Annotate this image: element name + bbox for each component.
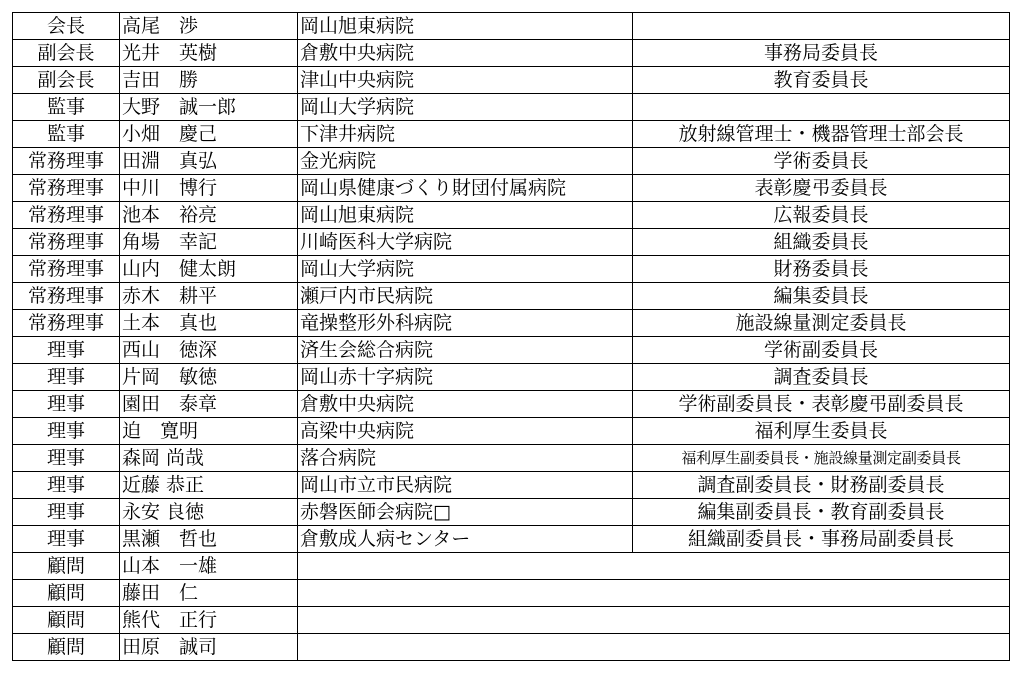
member-title-cell: 監事	[13, 121, 120, 148]
member-row	[13, 229, 1010, 256]
member-row	[13, 67, 1010, 94]
member-row	[13, 499, 1010, 526]
member-title-cell: 理事	[13, 445, 120, 472]
member-hospital-cell: 岡山県健康づくり財団付属病院	[298, 175, 633, 202]
member-name-cell: 西山 徳深	[120, 337, 298, 364]
member-title-cell: 副会長	[13, 40, 120, 67]
advisor-row	[13, 634, 1010, 661]
member-hospital-cell: 岡山赤十字病院	[298, 364, 633, 391]
member-role-cell: 表彰慶弔委員長	[633, 175, 1010, 202]
member-row	[13, 445, 1010, 472]
member-title-cell: 常務理事	[13, 283, 120, 310]
member-role-cell: 財務委員長	[633, 256, 1010, 283]
member-name-cell: 土本 真也	[120, 310, 298, 337]
member-title-cell: 理事	[13, 364, 120, 391]
member-title-cell: 常務理事	[13, 256, 120, 283]
member-title-cell: 理事	[13, 499, 120, 526]
member-hospital-cell: 岡山大学病院	[298, 94, 633, 121]
member-name-cell: 永安 良徳	[120, 499, 298, 526]
member-title-cell: 理事	[13, 526, 120, 553]
member-role-cell: 組織副委員長・事務局副委員長	[633, 526, 1010, 553]
member-name-cell: 園田 泰章	[120, 391, 298, 418]
member-title-cell: 常務理事	[13, 202, 120, 229]
member-name-cell: 大野 誠一郎	[120, 94, 298, 121]
member-row	[13, 472, 1010, 499]
member-row	[13, 40, 1010, 67]
member-role-cell: 調査委員長	[633, 364, 1010, 391]
member-name-cell: 中川 博行	[120, 175, 298, 202]
advisor-empty-cell	[298, 580, 1010, 607]
advisor-title-cell: 顧問	[13, 580, 120, 607]
member-role-cell: 広報委員長	[633, 202, 1010, 229]
member-row	[13, 391, 1010, 418]
member-hospital-cell: 済生会総合病院	[298, 337, 633, 364]
member-hospital-cell: 岡山大学病院	[298, 256, 633, 283]
advisor-empty-cell	[298, 634, 1010, 661]
roster-body	[13, 13, 1010, 661]
member-hospital-cell: 岡山市立市民病院	[298, 472, 633, 499]
member-name-cell: 高尾 渉	[120, 13, 298, 40]
member-name-cell: 吉田 勝	[120, 67, 298, 94]
member-row	[13, 148, 1010, 175]
member-row	[13, 337, 1010, 364]
officer-roster-table	[12, 12, 1010, 661]
member-name-cell: 迫 寛明	[120, 418, 298, 445]
advisor-row	[13, 607, 1010, 634]
member-role-cell	[633, 94, 1010, 121]
member-hospital-cell: 岡山旭東病院	[298, 202, 633, 229]
member-row	[13, 175, 1010, 202]
member-name-cell: 黒瀬 哲也	[120, 526, 298, 553]
member-row	[13, 310, 1010, 337]
member-row	[13, 13, 1010, 40]
member-hospital-cell: 岡山旭東病院	[298, 13, 633, 40]
member-title-cell: 副会長	[13, 67, 120, 94]
member-hospital-cell: 倉敷成人病センター	[298, 526, 633, 553]
advisor-name-cell: 山本 一雄	[120, 553, 298, 580]
member-row	[13, 121, 1010, 148]
member-name-cell: 角場 幸記	[120, 229, 298, 256]
member-hospital-cell: 津山中央病院	[298, 67, 633, 94]
advisor-empty-cell	[298, 607, 1010, 634]
advisor-name-cell: 藤田 仁	[120, 580, 298, 607]
advisor-name-cell: 田原 誠司	[120, 634, 298, 661]
advisor-row	[13, 580, 1010, 607]
member-row	[13, 94, 1010, 121]
member-title-cell: 理事	[13, 418, 120, 445]
member-title-cell: 常務理事	[13, 310, 120, 337]
member-title-cell: 常務理事	[13, 229, 120, 256]
member-title-cell: 理事	[13, 391, 120, 418]
member-role-cell: 学術副委員長・表彰慶弔副委員長	[633, 391, 1010, 418]
advisor-title-cell: 顧問	[13, 607, 120, 634]
advisor-title-cell: 顧問	[13, 634, 120, 661]
member-hospital-cell: 金光病院	[298, 148, 633, 175]
member-name-cell: 近藤 恭正	[120, 472, 298, 499]
member-name-cell: 小畑 慶己	[120, 121, 298, 148]
member-role-cell: 調査副委員長・財務副委員長	[633, 472, 1010, 499]
member-name-cell: 片岡 敏徳	[120, 364, 298, 391]
member-row	[13, 256, 1010, 283]
member-role-cell	[633, 13, 1010, 40]
member-row	[13, 202, 1010, 229]
member-role-cell: 放射線管理士・機器管理士部会長	[633, 121, 1010, 148]
member-title-cell: 理事	[13, 337, 120, 364]
advisor-row	[13, 553, 1010, 580]
member-row	[13, 364, 1010, 391]
member-name-cell: 赤木 耕平	[120, 283, 298, 310]
member-role-cell: 編集副委員長・教育副委員長	[633, 499, 1010, 526]
advisor-empty-cell	[298, 553, 1010, 580]
member-row	[13, 283, 1010, 310]
member-hospital-cell: 高梁中央病院	[298, 418, 633, 445]
member-name-cell: 森岡 尚哉	[120, 445, 298, 472]
member-role-cell: 施設線量測定委員長	[633, 310, 1010, 337]
member-role-cell: 教育委員長	[633, 67, 1010, 94]
member-title-cell: 常務理事	[13, 148, 120, 175]
member-role-cell: 編集委員長	[633, 283, 1010, 310]
member-hospital-cell: 竜操整形外科病院	[298, 310, 633, 337]
member-role-cell: 学術副委員長	[633, 337, 1010, 364]
member-title-cell: 常務理事	[13, 175, 120, 202]
member-name-cell: 田淵 真弘	[120, 148, 298, 175]
member-title-cell: 会長	[13, 13, 120, 40]
member-name-cell: 山内 健太朗	[120, 256, 298, 283]
member-hospital-cell: 落合病院	[298, 445, 633, 472]
member-title-cell: 理事	[13, 472, 120, 499]
member-role-cell: 福利厚生副委員長・施設線量測定副委員長	[633, 445, 1010, 472]
member-hospital-cell: 川崎医科大学病院	[298, 229, 633, 256]
member-role-cell: 事務局委員長	[633, 40, 1010, 67]
member-row	[13, 418, 1010, 445]
member-hospital-cell: 倉敷中央病院	[298, 391, 633, 418]
member-role-cell: 組織委員長	[633, 229, 1010, 256]
advisor-title-cell: 顧問	[13, 553, 120, 580]
member-row	[13, 526, 1010, 553]
member-title-cell: 監事	[13, 94, 120, 121]
member-role-cell: 学術委員長	[633, 148, 1010, 175]
member-hospital-cell: 倉敷中央病院	[298, 40, 633, 67]
advisor-name-cell: 熊代 正行	[120, 607, 298, 634]
member-name-cell: 池本 裕亮	[120, 202, 298, 229]
member-hospital-cell: 赤磐医師会病院□	[298, 499, 633, 526]
member-hospital-cell: 瀬戸内市民病院	[298, 283, 633, 310]
member-hospital-cell: 下津井病院	[298, 121, 633, 148]
member-role-cell: 福利厚生委員長	[633, 418, 1010, 445]
member-name-cell: 光井 英樹	[120, 40, 298, 67]
